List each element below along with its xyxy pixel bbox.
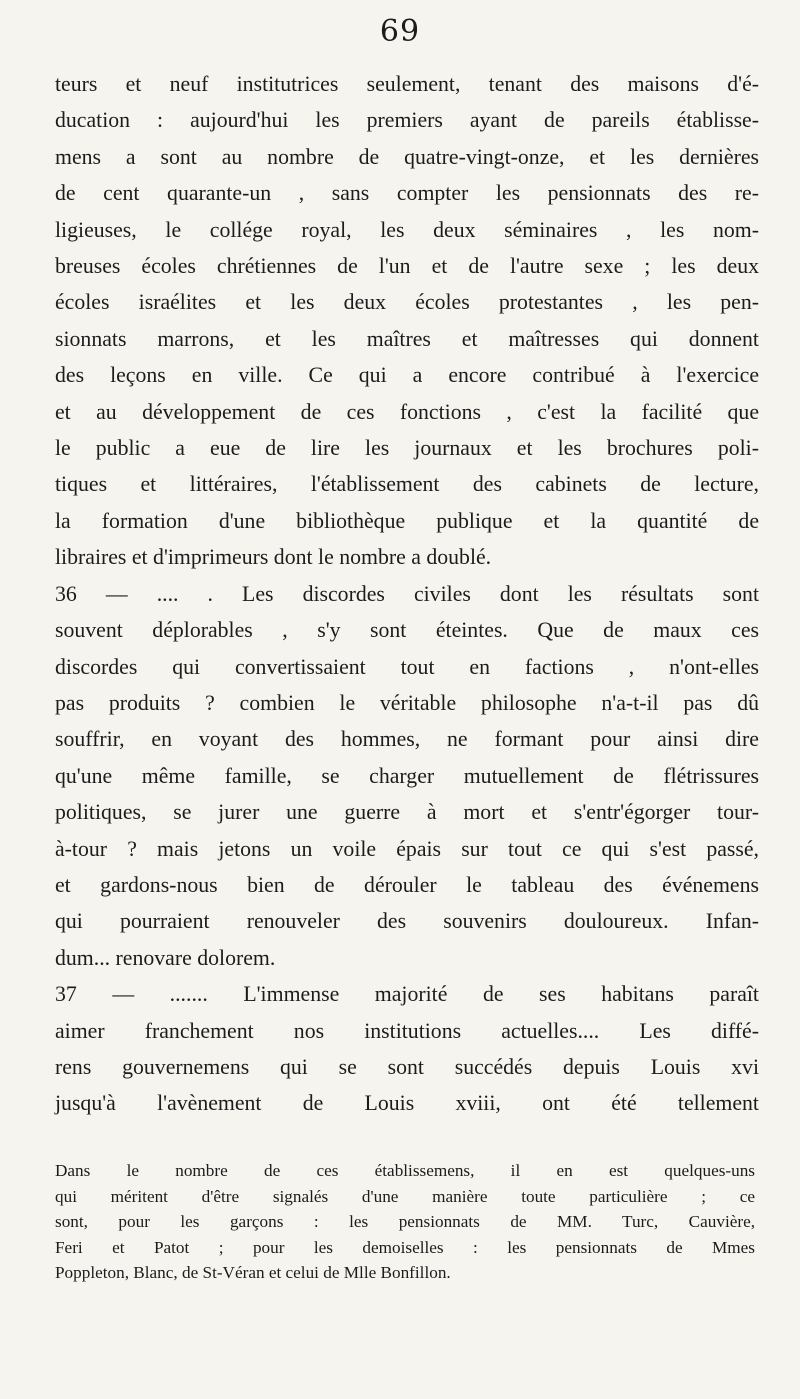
footnote-line: Dans le nombre de ces établissemens, il en est quelques-uns xyxy=(55,1161,755,1180)
text-line: ducation : aujourd'hui les premiers ayant de pareils établisse- xyxy=(55,108,759,133)
text-line: qu'une même famille, se charger mutuellement de flétrissures xyxy=(55,763,759,788)
text-line: et gardons-nous bien de dérouler le tableau des événemens xyxy=(55,872,759,897)
text-line: jusqu'à l'avènement de Louis xviii, ont été tellement xyxy=(55,1091,759,1116)
text-line: et au développement de ces fonctions , c'est la facilité que xyxy=(55,399,759,424)
text-line: sionnats marrons, et les maîtres et maîtresses qui donnent xyxy=(55,326,759,351)
footnote-line: qui méritent d'être signalés d'une manière toute particulière ; ce xyxy=(55,1186,755,1206)
footnote-line: Feri et Patot ; pour les demoiselles : les pensionnats de Mmes xyxy=(55,1237,755,1257)
text-line: le public a eue de lire les journaux et les brochures poli- xyxy=(55,436,759,461)
footnote-line: Poppleton, Blanc, de St-Véran et celui de Mlle Bonfillon. xyxy=(55,1263,451,1282)
text-line: rens gouvernemens qui se sont succédés depuis Louis xvi xyxy=(55,1054,759,1079)
text-line: qui pourraient renouveler des souvenirs douloureux. Infan- xyxy=(55,909,759,934)
text-line: aimer franchement nos institutions actuelles.... Les diffé- xyxy=(55,1018,759,1043)
text-line: breuses écoles chrétiennes de l'un et de l'autre sexe ; les deux xyxy=(55,254,759,279)
text-line: libraires et d'imprimeurs dont le nombre a doublé. xyxy=(55,545,492,570)
text-line: de cent quarante-un , sans compter les pensionnats des re- xyxy=(55,181,759,206)
text-line: ligieuses, le collége royal, les deux séminaires , les nom- xyxy=(55,217,759,242)
main-text xyxy=(55,66,759,1122)
text-line: écoles israélites et les deux écoles protestantes , les pen- xyxy=(55,290,759,315)
text-line: dum... renovare dolorem. xyxy=(55,945,276,970)
footnote xyxy=(55,1158,755,1286)
text-line: des leçons en ville. Ce qui a encore contribué à l'exercice xyxy=(55,363,759,388)
text-line: politiques, se jurer une guerre à mort et s'entr'égorger tour- xyxy=(55,800,759,825)
text-line: pas produits ? combien le véritable philosophe n'a-t-il pas dû xyxy=(55,690,759,715)
text-line: 36 — .... . Les discordes civiles dont les résultats sont xyxy=(55,581,759,606)
text-line: discordes qui convertissaient tout en factions , n'ont-elles xyxy=(55,654,759,679)
footnote-line: sont, pour les garçons : les pensionnats de MM. Turc, Cauvière, xyxy=(55,1212,755,1231)
text-line: 37 — ....... L'immense majorité de ses habitans paraît xyxy=(55,982,759,1007)
text-line: mens a sont au nombre de quatre-vingt-onze, et les dernières xyxy=(55,144,759,169)
text-line: la formation d'une bibliothèque publique et la quantité de xyxy=(55,508,759,533)
text-line: souvent déplorables , s'y sont éteintes. Que de maux ces xyxy=(55,618,759,643)
text-line: souffrir, en voyant des hommes, ne formant pour ainsi dire xyxy=(55,727,759,752)
page-number: 69 xyxy=(379,14,421,49)
text-line: tiques et littéraires, l'établissement des cabinets de lecture, xyxy=(55,472,759,497)
text-line: teurs et neuf institutrices seulement, tenant des maisons d'é- xyxy=(55,72,759,96)
text-line: à-tour ? mais jetons un voile épais sur tout ce qui s'est passé, xyxy=(55,836,759,861)
